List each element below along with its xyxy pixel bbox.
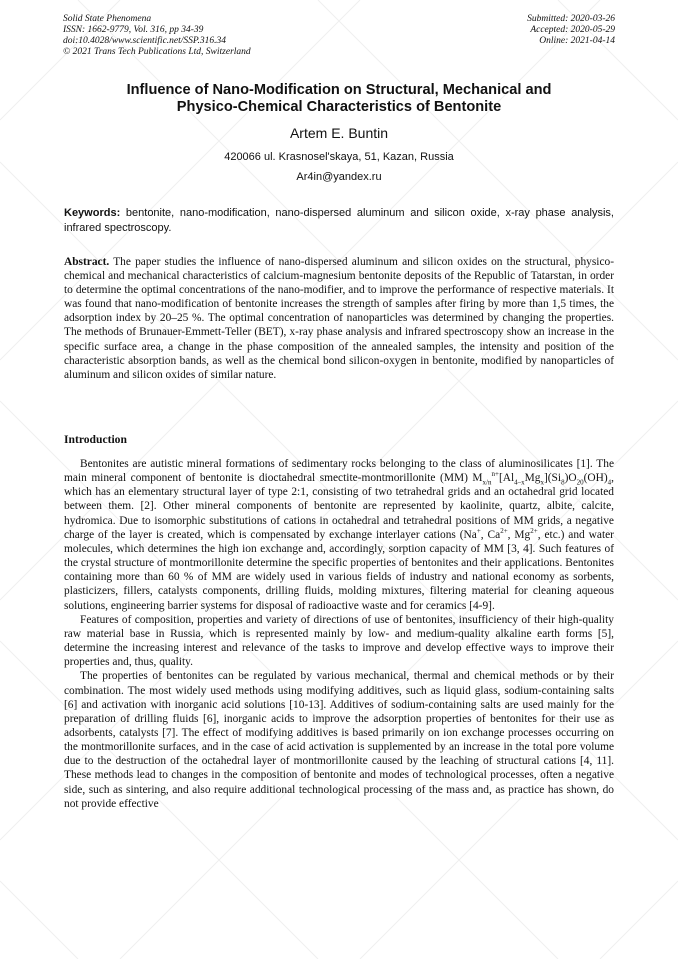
introduction-body xyxy=(64,457,614,811)
keywords-text: bentonite, nano-modification, nano-dispersed aluminum and silicon oxide, x-ray phase analysis, infrared spectroscopy. xyxy=(64,207,614,234)
paragraph-2: Features of composition, properties and variety of directions of use of bentonites, insufficiency of their high-quality raw material base in Russia, which is represented mainly by low- and medium-quality alkaline earth forms [5], determine the increasing interest and relevance of the tasks to improve and develop effective ways to improve their properties and, thus, quality. xyxy=(64,613,614,669)
title-line-2: Physico-Chemical Characteristics of Bentonite xyxy=(176,99,502,115)
abstract-text: The paper studies the influence of nano-dispersed aluminum and silicon oxides on the structural, physico-chemical and mechanical characteristics of calcium-magnesium bentonite deposits of the Republic of Tatarstan, in order to determine the optimal concentrations of the nano-modifier, and to improve the performance of respective materials. It was found that nano-modification of bentonite increases the strength of samples after firing by more than 1,5 times, the adsorption index by 20–25 %. The optimal concentration of nanoparticles was determined by changing the properties. The methods of Brunauer-Emmett-Teller (BET), x-ray phase analysis and infrared spectroscopy show an increase in the specific surface area, a change in the phase composition of the annealed samples, the intensity and position of the characteristic absorption bands, as well as the chemical bond silicon-oxygen in bentonite, modified by nanoparticles of aluminum and silicon oxides of similar nature. xyxy=(64,256,614,381)
issn: ISSN: 1662-9779, Vol. 316, pp 34-39 xyxy=(63,25,204,35)
author-affiliation: 420066 ul. Krasnosel'skaya, 51, Kazan, Russia xyxy=(224,151,454,163)
paragraph-1: Bentonites are autistic mineral formations of sedimentary rocks belonging to the class of aluminosilicates [1]. The main mineral component of bentonite is dioctahedral smectite-montmorillonite (MM) $M_{x/n}^{n+}[Al_{4-x}Mg_x](Si_8)O_{20}(OH)_4$, which has an elementary structural layer of type 2:1, consisting of two tetrahedral grids and an octahedral grid located between them. [2]. Other mineral components of bentonite are represented by kaolinite, quartz, albite, calcite, hydromica. Due to isomorphic substitutions of cations in octahedral and tetrahedral positions of MM grids, a negative charge of the layer is created, which is compensated by exchange interlayer cations (Na+, $Ca^{2+}$, $Mg^{2+}$, etc.) and water molecules, which determines the high ion exchange and, accordingly, sorption capacity of MM [3, 4]. Such features of the crystal structure of montmorillonite determine the specific properties of bentonites and their applications. Bentonites containing more than 60 % of MM are widely used in various fields of industry and national economy as sorbents, plasticizers, fillers, catalysts components, drilling fluids, molding mixtures, filtering material for cleaning aqueous solutions, engineering barrier systems for disposal of radioactive waste and for ceramics [4-9]. xyxy=(64,458,614,612)
copyright: © 2021 Trans Tech Publications Ltd, Switzerland xyxy=(63,47,251,57)
submitted-date: Submitted: 2020-03-26 xyxy=(527,14,615,24)
keywords xyxy=(64,206,614,236)
accepted-date: Accepted: 2020-05-29 xyxy=(530,25,615,35)
doi[interactable]: doi:10.4028/www.scientific.net/SSP.316.34 xyxy=(63,36,226,46)
abstract xyxy=(64,255,614,382)
journal-header-right xyxy=(527,14,615,47)
abstract-label: Abstract. xyxy=(64,256,110,268)
author-name: Artem E. Buntin xyxy=(289,125,389,141)
keywords-label: Keywords: xyxy=(64,207,121,219)
journal-header-left xyxy=(63,14,251,58)
author-email[interactable]: Ar4in@yandex.ru xyxy=(296,171,382,183)
section-heading-introduction: Introduction xyxy=(64,433,127,446)
paper-title xyxy=(60,82,618,116)
online-date: Online: 2021-04-14 xyxy=(539,36,615,46)
title-line-1: Influence of Nano-Modification on Structural, Mechanical and xyxy=(126,82,552,98)
paragraph-3: The properties of bentonites can be regulated by various mechanical, thermal and chemical methods or by their combination. The most widely used methods using modifying additives, such as liquid glass, sodium-containing salts [6] and activation with inorganic acid solutions [10-13]. Additives of sodium-containing salts are used mainly for the preparation of drilling fluids [6], inorganic acids to improve the adsorption properties of bentonites for their use as adsorbents, catalysts [7]. The effect of modifying additives is based primarily on ion exchange processes occurring on the montmorillonite surfaces, and in the case of acid activation is supplemented by an increase in the total pore volume due to the destruction of the octahedral layer of montmorillonite caused by the leaching of structural cations [4, 11]. These methods lead to changes in the composition of bentonite and modes of technological processes, often a negative side, such as sintering, and also require additional technological processing of the mass and, as practice has shown, do not provide effective xyxy=(64,670,614,810)
journal-name: Solid State Phenomena xyxy=(63,14,152,24)
